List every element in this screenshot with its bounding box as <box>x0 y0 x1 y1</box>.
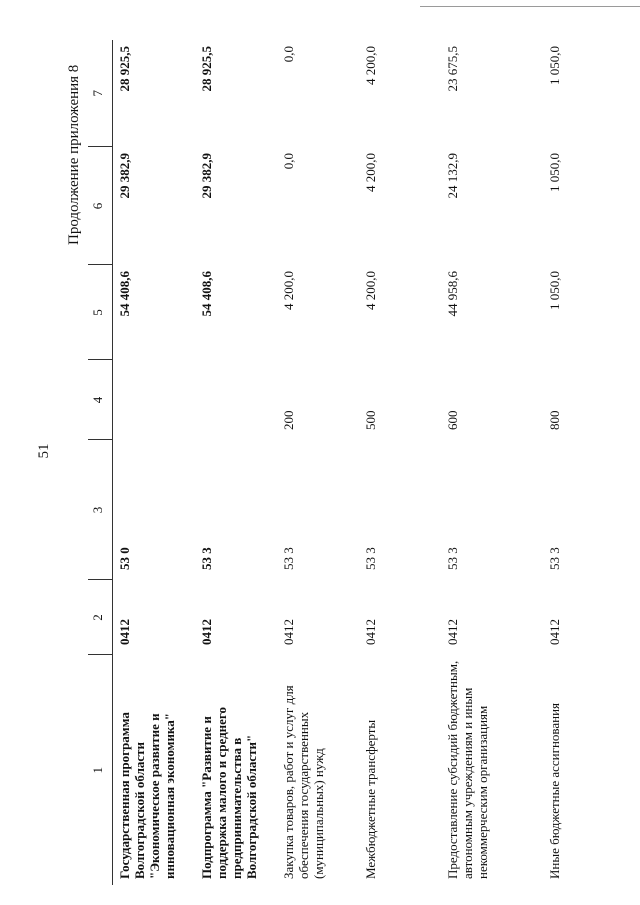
section-code: 0412 <box>199 619 214 645</box>
program-code: 53 3 <box>445 547 460 570</box>
page-number: 51 <box>36 443 52 459</box>
row-name: Межбюджетные трансферты <box>363 719 378 879</box>
amount-col7: 0,0 <box>281 46 296 63</box>
expense-type-code <box>195 360 277 440</box>
column-header: 7 <box>88 40 113 147</box>
amount-col5: 1 050,0 <box>547 271 562 310</box>
amount-col5: 4 200,0 <box>363 271 378 310</box>
expense-type-code: 800 <box>547 410 562 430</box>
amount-col6: 0,0 <box>281 153 296 170</box>
column-header: 5 <box>88 265 113 360</box>
amount-col7: 23 675,5 <box>445 46 460 92</box>
expense-type-code: 200 <box>281 410 296 430</box>
amount-col7: 4 200,0 <box>363 46 378 85</box>
column-header: 6 <box>88 147 113 265</box>
amount-col5: 44 958,6 <box>445 271 460 317</box>
section-code: 0412 <box>281 619 296 645</box>
program-code: 53 3 <box>281 547 296 570</box>
amount-col5: 4 200,0 <box>281 271 296 310</box>
column-header: 3 <box>88 440 113 580</box>
amount-col6: 29 382,9 <box>117 153 132 199</box>
program-code: 53 3 <box>547 547 562 570</box>
column-header: 4 <box>88 360 113 440</box>
section-code: 0412 <box>547 619 562 645</box>
table-row <box>441 40 543 885</box>
table-row <box>195 40 277 885</box>
row-name: Государственная программа Волгоградской области "Экономическое развитие и инновационная экономика" <box>117 712 177 879</box>
amount-col7: 1 050,0 <box>547 46 562 85</box>
appendix-caption: Продолжение приложения 8 <box>66 64 82 245</box>
row-name: Закупка товаров, работ и услуг для обеспечения государственных (муниципальных) нужд <box>281 685 326 879</box>
table-row <box>113 40 196 885</box>
table-row <box>543 40 625 885</box>
expense-type-code: 500 <box>363 410 378 430</box>
amount-col7: 28 925,5 <box>117 46 132 92</box>
program-code: 53 3 <box>363 547 378 570</box>
section-code: 0412 <box>363 619 378 645</box>
amount-col5: 54 408,6 <box>117 271 132 317</box>
expense-type-code: 600 <box>445 410 460 430</box>
table-row <box>359 40 441 885</box>
column-header: 2 <box>88 580 113 655</box>
program-code: 53 3 <box>199 547 214 570</box>
amount-col6: 24 132,9 <box>445 153 460 199</box>
table-header-row <box>88 40 113 885</box>
amount-col6: 4 200,0 <box>363 153 378 192</box>
amount-col7: 28 925,5 <box>199 46 214 92</box>
row-name: Иные бюджетные ассигнования <box>547 702 562 879</box>
amount-col5: 54 408,6 <box>199 271 214 317</box>
table-row <box>277 40 359 885</box>
section-code: 0412 <box>445 619 460 645</box>
row-name: Предоставление субсидий бюджетным, автономным учреждениям и иным некоммерческим организациям <box>445 660 490 879</box>
section-code: 0412 <box>117 619 132 645</box>
amount-col6: 1 050,0 <box>547 153 562 192</box>
amount-col6: 29 382,9 <box>199 153 214 199</box>
program-code: 53 0 <box>117 547 132 570</box>
expense-type-code <box>113 360 196 440</box>
row-name: Подпрограмма "Развитие и поддержка малого и среднего предпринимательства в Волгоградской области" <box>199 707 259 879</box>
column-header: 1 <box>88 655 113 885</box>
budget-table <box>88 40 625 885</box>
